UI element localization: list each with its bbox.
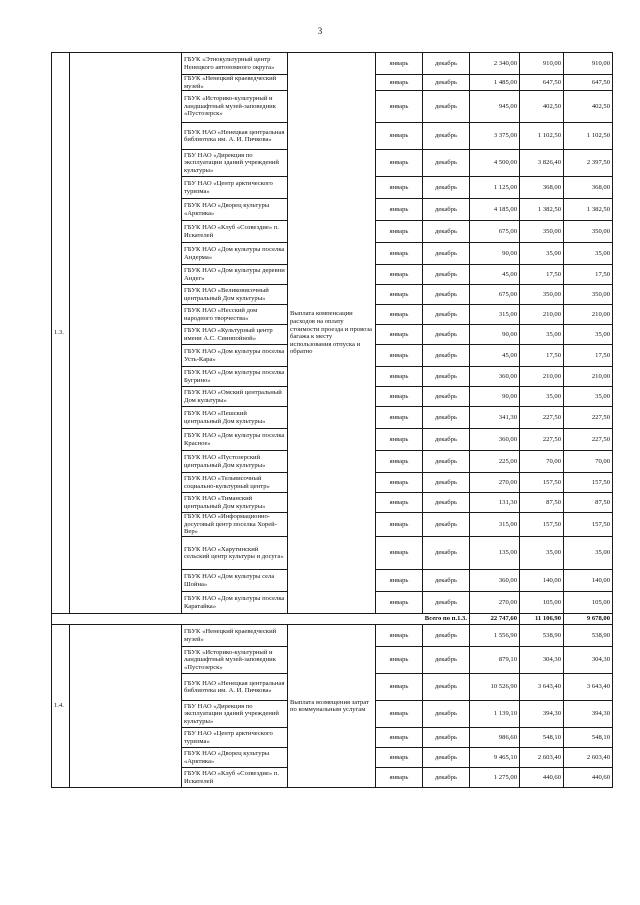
empty-cell	[70, 53, 182, 614]
amount-total: 360,00	[470, 429, 520, 451]
total-year-1: 11 106,90	[520, 614, 564, 625]
amount-year-1: 350,00	[520, 285, 564, 305]
amount-year-1: 227,50	[520, 407, 564, 429]
amount-total: 315,00	[470, 513, 520, 537]
amount-total: 4 500,00	[470, 150, 520, 177]
amount-year-1: 17,50	[520, 345, 564, 367]
organization-name: ГБУК НАО «Несский дом народного творчества»	[182, 305, 288, 325]
organization-name: ГБУ НАО «Центр арктического туризма»	[182, 177, 288, 199]
start-month: январь	[376, 123, 423, 150]
amount-year-1: 1 382,50	[520, 199, 564, 221]
start-month: январь	[376, 592, 423, 614]
end-month: декабрь	[423, 123, 470, 150]
amount-year-1: 548,10	[520, 728, 564, 748]
amount-year-2: 210,00	[564, 367, 613, 387]
amount-total: 945,00	[470, 91, 520, 123]
start-month: январь	[376, 493, 423, 513]
amount-total: 1 556,90	[470, 625, 520, 647]
start-month: январь	[376, 367, 423, 387]
start-month: январь	[376, 625, 423, 647]
total-row	[52, 614, 613, 625]
end-month: декабрь	[423, 451, 470, 473]
organization-name: ГБУК НАО «Ненецкая центральная библиотека им. А. И. Пичкова»	[182, 123, 288, 150]
amount-total: 2 340,00	[470, 53, 520, 75]
amount-year-1: 350,00	[520, 221, 564, 243]
end-month: декабрь	[423, 221, 470, 243]
start-month: январь	[376, 199, 423, 221]
amount-total: 131,30	[470, 493, 520, 513]
amount-year-2: 210,00	[564, 305, 613, 325]
amount-year-2: 35,00	[564, 387, 613, 407]
organization-name: ГБУК НАО «Дом культуры деревни Андег»	[182, 265, 288, 285]
amount-year-2: 910,00	[564, 53, 613, 75]
amount-year-2: 368,00	[564, 177, 613, 199]
amount-year-2: 402,50	[564, 91, 613, 123]
start-month: январь	[376, 647, 423, 674]
start-month: январь	[376, 674, 423, 701]
organization-name: ГБУК НАО «Великовисочный центральный Дом культуры»	[182, 285, 288, 305]
organization-name: ГБУК НАО «Омский центральный Дом культуры»	[182, 387, 288, 407]
organization-name: ГБУК НАО «Харутинский сельский центр культуры и досуга»	[182, 537, 288, 570]
start-month: январь	[376, 407, 423, 429]
total-amount: 22 747,60	[470, 614, 520, 625]
amount-year-1: 87,50	[520, 493, 564, 513]
amount-year-2: 350,00	[564, 285, 613, 305]
organization-name: ГБУК НАО «Клуб «Созвездие» п. Искателей	[182, 221, 288, 243]
amount-total: 270,00	[470, 473, 520, 493]
end-month: декабрь	[423, 243, 470, 265]
organization-name: ГБУ НАО «Дирекция по эксплуатации зданий учреждений культуры»	[182, 701, 288, 728]
amount-year-1: 227,50	[520, 429, 564, 451]
end-month: декабрь	[423, 513, 470, 537]
amount-year-1: 70,00	[520, 451, 564, 473]
start-month: январь	[376, 177, 423, 199]
start-month: январь	[376, 53, 423, 75]
amount-year-1: 3 826,40	[520, 150, 564, 177]
amount-total: 315,00	[470, 305, 520, 325]
section-number: 1.3.	[52, 53, 70, 614]
start-month: январь	[376, 387, 423, 407]
organization-name: ГБУК НАО «Дворец культуры «Арктика»	[182, 199, 288, 221]
amount-year-2: 548,10	[564, 728, 613, 748]
start-month: январь	[376, 513, 423, 537]
amount-total: 90,00	[470, 243, 520, 265]
amount-year-2: 538,90	[564, 625, 613, 647]
start-month: январь	[376, 243, 423, 265]
organization-name: ГБУК «Историко-культурный и ландшафтный музей-заповедник «Пустозерск»	[182, 91, 288, 123]
start-month: январь	[376, 768, 423, 788]
amount-total: 879,10	[470, 647, 520, 674]
start-month: январь	[376, 451, 423, 473]
amount-total: 45,00	[470, 345, 520, 367]
amount-total: 90,00	[470, 325, 520, 345]
amount-year-1: 440,60	[520, 768, 564, 788]
amount-total: 3 375,00	[470, 123, 520, 150]
amount-total: 90,00	[470, 387, 520, 407]
organization-name: ГБУК НАО «Ненецкая центральная библиотека им. А. И. Пичкова»	[182, 674, 288, 701]
organization-name: ГБУК НАО «Информационно-досуговый центр поселка Хорей-Вер»	[182, 513, 288, 537]
payment-purpose: Выплата возмещения затрат по коммунальным услугам	[288, 625, 376, 788]
end-month: декабрь	[423, 647, 470, 674]
amount-year-2: 157,50	[564, 473, 613, 493]
amount-total: 360,00	[470, 367, 520, 387]
start-month: январь	[376, 75, 423, 91]
end-month: декабрь	[423, 674, 470, 701]
amount-total: 225,00	[470, 451, 520, 473]
end-month: декабрь	[423, 625, 470, 647]
amount-total: 1 275,00	[470, 768, 520, 788]
end-month: декабрь	[423, 91, 470, 123]
amount-year-1: 647,50	[520, 75, 564, 91]
amount-total: 4 185,00	[470, 199, 520, 221]
start-month: январь	[376, 570, 423, 592]
amount-year-1: 17,50	[520, 265, 564, 285]
end-month: декабрь	[423, 473, 470, 493]
start-month: январь	[376, 325, 423, 345]
end-month: декабрь	[423, 305, 470, 325]
start-month: январь	[376, 429, 423, 451]
empty-cell	[70, 625, 182, 788]
end-month: декабрь	[423, 493, 470, 513]
organization-name: ГБУК НАО «Дом культуры поселка Каратайка»	[182, 592, 288, 614]
start-month: январь	[376, 221, 423, 243]
amount-total: 45,00	[470, 265, 520, 285]
amount-year-1: 368,00	[520, 177, 564, 199]
start-month: январь	[376, 91, 423, 123]
amount-total: 341,30	[470, 407, 520, 429]
amount-year-2: 70,00	[564, 451, 613, 473]
amount-total: 1 139,10	[470, 701, 520, 728]
amount-year-1: 538,90	[520, 625, 564, 647]
amount-year-2: 304,30	[564, 647, 613, 674]
end-month: декабрь	[423, 75, 470, 91]
amount-total: 9 465,10	[470, 748, 520, 768]
amount-year-1: 35,00	[520, 243, 564, 265]
organization-name: ГБУК НАО «Дом культуры поселка Усть-Кара»	[182, 345, 288, 367]
amount-year-2: 105,00	[564, 592, 613, 614]
organization-name: ГБУК НАО «Тиманский центральный Дом культуры»	[182, 493, 288, 513]
end-month: декабрь	[423, 768, 470, 788]
organization-name: ГБУК НАО «Дом культуры села Шойна»	[182, 570, 288, 592]
amount-year-1: 2 603,40	[520, 748, 564, 768]
start-month: январь	[376, 305, 423, 325]
amount-year-2: 17,50	[564, 345, 613, 367]
end-month: декабрь	[423, 537, 470, 570]
end-month: декабрь	[423, 387, 470, 407]
start-month: январь	[376, 150, 423, 177]
end-month: декабрь	[423, 53, 470, 75]
budget-table	[51, 52, 613, 788]
amount-year-2: 1 102,50	[564, 123, 613, 150]
amount-year-2: 394,30	[564, 701, 613, 728]
amount-year-2: 157,50	[564, 513, 613, 537]
end-month: декабрь	[423, 429, 470, 451]
amount-year-2: 35,00	[564, 325, 613, 345]
organization-name: ГБУ НАО «Центр арктического туризма»	[182, 728, 288, 748]
start-month: январь	[376, 537, 423, 570]
organization-name: ГБУК НАО «Пустозерский центральный Дом культуры»	[182, 451, 288, 473]
section-number: 1.4.	[52, 625, 70, 788]
end-month: декабрь	[423, 748, 470, 768]
amount-year-2: 87,50	[564, 493, 613, 513]
amount-total: 1 125,00	[470, 177, 520, 199]
amount-year-1: 210,00	[520, 305, 564, 325]
amount-year-1: 3 643,40	[520, 674, 564, 701]
amount-year-1: 157,50	[520, 473, 564, 493]
amount-year-1: 304,30	[520, 647, 564, 674]
table-row	[52, 53, 613, 75]
amount-year-2: 1 382,50	[564, 199, 613, 221]
amount-year-2: 440,60	[564, 768, 613, 788]
organization-name: ГБУК «Историко-культурный и ландшафтный музей-заповедник «Пустозерск»	[182, 647, 288, 674]
organization-name: ГБУК НАО «Культурный центр имени А.С. Свинпойной»	[182, 325, 288, 345]
amount-year-2: 2 397,50	[564, 150, 613, 177]
organization-name: ГБУК НАО «Дом культуры поселка Бугрино»	[182, 367, 288, 387]
end-month: декабрь	[423, 345, 470, 367]
amount-year-1: 157,50	[520, 513, 564, 537]
amount-total: 986,60	[470, 728, 520, 748]
amount-year-1: 35,00	[520, 325, 564, 345]
start-month: январь	[376, 285, 423, 305]
amount-total: 135,00	[470, 537, 520, 570]
organization-name: ГБУК «Этнокультурный центр Ненецкого автономного округа»	[182, 53, 288, 75]
end-month: декабрь	[423, 407, 470, 429]
start-month: январь	[376, 748, 423, 768]
amount-total: 270,00	[470, 592, 520, 614]
amount-year-1: 210,00	[520, 367, 564, 387]
organization-name: ГБУК «Ненецкий краеведческий музей»	[182, 625, 288, 647]
amount-year-1: 35,00	[520, 537, 564, 570]
amount-year-1: 394,30	[520, 701, 564, 728]
amount-year-1: 105,00	[520, 592, 564, 614]
amount-year-1: 1 102,50	[520, 123, 564, 150]
amount-year-2: 647,50	[564, 75, 613, 91]
amount-year-2: 17,50	[564, 265, 613, 285]
end-month: декабрь	[423, 265, 470, 285]
amount-year-1: 35,00	[520, 387, 564, 407]
organization-name: ГБУК НАО «Клуб «Созвездие» п. Искателей	[182, 768, 288, 788]
amount-total: 675,00	[470, 221, 520, 243]
amount-year-2: 35,00	[564, 537, 613, 570]
amount-year-2: 2 603,40	[564, 748, 613, 768]
organization-name: ГБУК «Ненецкий краеведческий музей»	[182, 75, 288, 91]
amount-year-2: 140,00	[564, 570, 613, 592]
amount-total: 675,00	[470, 285, 520, 305]
end-month: декабрь	[423, 285, 470, 305]
organization-name: ГБУК НАО «Дом культуры поселка Андерма»	[182, 243, 288, 265]
amount-total: 360,00	[470, 570, 520, 592]
end-month: декабрь	[423, 325, 470, 345]
organization-name: ГБУК НАО «Дворец культуры «Арктика»	[182, 748, 288, 768]
end-month: декабрь	[423, 701, 470, 728]
start-month: январь	[376, 473, 423, 493]
start-month: январь	[376, 345, 423, 367]
start-month: январь	[376, 701, 423, 728]
end-month: декабрь	[423, 728, 470, 748]
amount-year-2: 35,00	[564, 243, 613, 265]
end-month: декабрь	[423, 199, 470, 221]
payment-purpose: Выплата компенсации расходов на оплату стоимости проезда и провоза багажа к месту использования отпуска и обратно	[288, 53, 376, 614]
amount-year-1: 402,50	[520, 91, 564, 123]
page-number: 3	[317, 26, 323, 36]
total-year-2: 9 678,00	[564, 614, 613, 625]
amount-year-2: 227,50	[564, 429, 613, 451]
amount-year-2: 3 643,40	[564, 674, 613, 701]
amount-total: 10 526,90	[470, 674, 520, 701]
start-month: январь	[376, 265, 423, 285]
organization-name: ГБУК НАО «Пешский центральный Дом культуры»	[182, 407, 288, 429]
end-month: декабрь	[423, 150, 470, 177]
table-row	[52, 625, 613, 647]
amount-year-2: 227,50	[564, 407, 613, 429]
amount-total: 1 485,00	[470, 75, 520, 91]
amount-year-2: 350,00	[564, 221, 613, 243]
start-month: январь	[376, 728, 423, 748]
end-month: декабрь	[423, 592, 470, 614]
end-month: декабрь	[423, 570, 470, 592]
amount-year-1: 140,00	[520, 570, 564, 592]
organization-name: ГБУК НАО «Дом культуры поселка Красное»	[182, 429, 288, 451]
total-label: Всего по п.1.3.	[52, 614, 470, 625]
organization-name: ГБУК НАО «Тельвисочный социально-культурный центр»	[182, 473, 288, 493]
end-month: декабрь	[423, 367, 470, 387]
amount-year-1: 910,00	[520, 53, 564, 75]
end-month: декабрь	[423, 177, 470, 199]
organization-name: ГБУ НАО «Дирекция по эксплуатации зданий учреждений культуры»	[182, 150, 288, 177]
